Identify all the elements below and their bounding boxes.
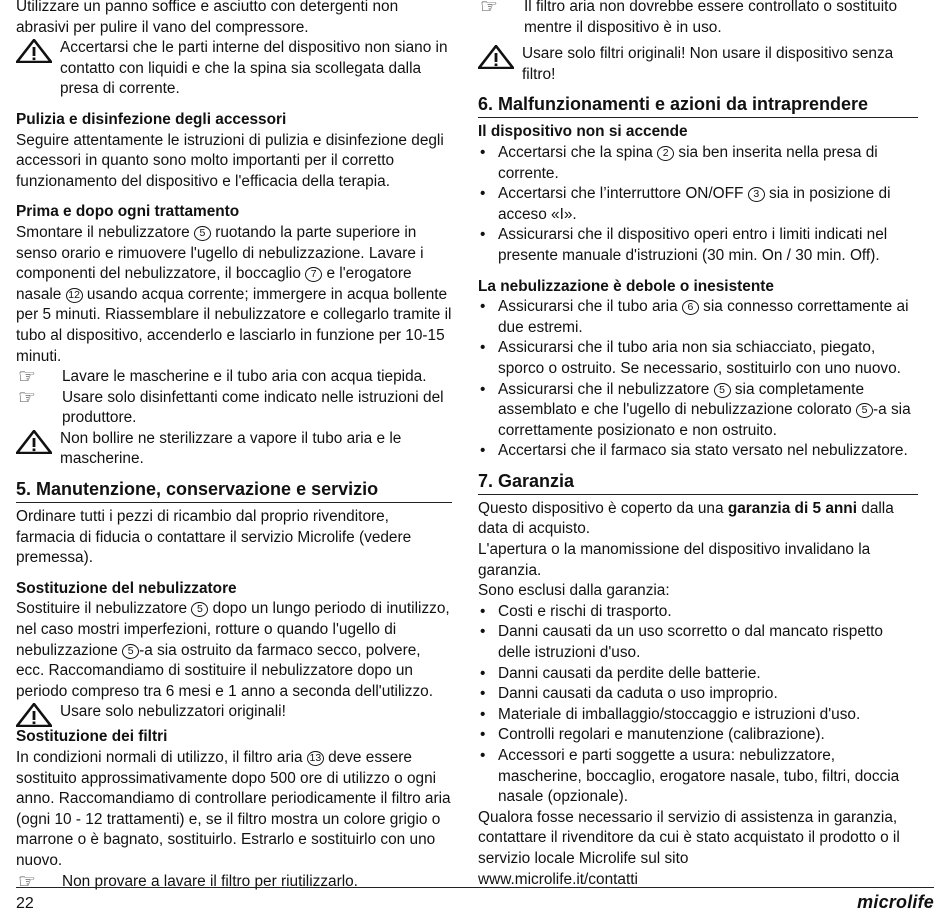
list-item: • Assicurarsi che il nebulizzatore 5 sia completamente assemblato e che l'ugello di nebulizzazione colorato 5 -a sia correttamente posizionato e non ostruito. bbox=[480, 380, 911, 439]
chapter-heading: 6. Malfunzionamenti e azioni da intraprendere bbox=[478, 93, 918, 118]
list-item: • Accertarsi che il farmaco sia stato versato nel nebulizzatore. bbox=[480, 442, 908, 460]
page-footer bbox=[16, 887, 934, 918]
hint-text: Lavare le mascherine e il tubo aria con acqua tiepida. bbox=[62, 368, 427, 386]
paragraph: Smontare il nebulizzatore 5 ruotando la parte superiore in senso orario e rimuovere l'ugello di nebulizzazione. Lavare i componenti del nebulizzatore, il boccaglio 7 e l'erogatore nasale 12 usando acqua corrente; immergere in acqua bollente per 5 minuti. Riassemblare il nebulizzatore e collegarlo tramite il tubo al dispositivo, accenderlo e lasciarlo in funzione per 10-15 minuti. bbox=[16, 223, 452, 365]
warning-text: Usare solo nebulizzatori originali! bbox=[60, 703, 286, 721]
left-column bbox=[16, 0, 452, 892]
pointing-hand-icon: ☞ bbox=[18, 366, 36, 389]
chapter-heading: 5. Manutenzione, conservazione e servizio bbox=[16, 478, 452, 503]
warning-note bbox=[16, 702, 452, 727]
part-number-badge: 13 bbox=[307, 751, 324, 766]
warning-note bbox=[16, 38, 452, 100]
part-number-badge: 12 bbox=[66, 288, 83, 303]
section-heading: Pulizia e disinfezione degli accessori bbox=[16, 110, 287, 128]
warning-note bbox=[478, 44, 918, 85]
paragraph: Qualora fosse necessario il servizio di assistenza in garanzia, contattare il rivenditore da cui è stato acquistato il prodotto o il servizio locale Microlife sul sito bbox=[478, 808, 900, 867]
list-item: • Materiale di imballaggio/stoccaggio e istruzioni d'uso. bbox=[480, 705, 861, 723]
right-column bbox=[478, 0, 918, 890]
list-item: • Accertarsi che l’interruttore ON/OFF 3 sia in posizione di acceso «I». bbox=[480, 185, 891, 223]
paragraph: L'apertura o la manomissione del dispositivo invalidano la garanzia. bbox=[478, 541, 871, 579]
page-number: 22 bbox=[16, 895, 34, 912]
section-heading: Il dispositivo non si accende bbox=[478, 123, 688, 141]
hint-text: Non provare a lavare il filtro per riutilizzarlo. bbox=[62, 872, 358, 890]
section-heading: La nebulizzazione è debole o inesistente bbox=[478, 277, 774, 295]
hint-note bbox=[478, 0, 918, 38]
list-item: • Assicurarsi che il tubo aria 6 sia connesso correttamente ai due estremi. bbox=[480, 298, 909, 336]
pointing-hand-icon: ☞ bbox=[18, 870, 36, 893]
warning-triangle-icon bbox=[478, 44, 522, 69]
warranty-exclusions-list bbox=[478, 602, 918, 808]
hint-note bbox=[16, 388, 452, 429]
warning-triangle-icon bbox=[16, 429, 60, 454]
website-link[interactable]: www.microlife.it/contatti bbox=[478, 870, 638, 888]
warning-text: Usare solo filtri originali! Non usare il dispositivo senza filtro! bbox=[522, 45, 894, 83]
list-item: • Danni causati da perdite delle batterie. bbox=[480, 664, 761, 682]
paragraph: Sono esclusi dalla garanzia: bbox=[478, 582, 670, 600]
list-item: • Accessori e parti soggette a usura: nebulizzatore, mascherine, boccaglio, erogatore nasale, tubo, filtri, doccia nasale (opzionale). bbox=[480, 747, 900, 806]
hint-text: Il filtro aria non dovrebbe essere controllato o sostituito mentre il dispositivo è in uso. bbox=[524, 0, 897, 36]
intro-text: Utilizzare un panno soffice e asciutto con detergenti non abrasivi per pulire il vano del compressore. bbox=[16, 0, 399, 36]
part-number-badge: 2 bbox=[657, 146, 674, 161]
bullet-list bbox=[478, 297, 918, 462]
section-heading: Sostituzione del nebulizzatore bbox=[16, 579, 237, 597]
warning-note bbox=[16, 429, 452, 470]
part-number-badge: 6 bbox=[682, 300, 699, 315]
part-number-badge: 5 bbox=[194, 226, 211, 241]
paragraph: Seguire attentamente le istruzioni di pulizia e disinfezione degli accessori in quanto sono molto importanti per il corretto funzionamento del dispositivo e l'efficacia della terapia. bbox=[16, 131, 444, 190]
chapter-heading: 7. Garanzia bbox=[478, 470, 918, 495]
paragraph: Sostituire il nebulizzatore 5 dopo un lungo periodo di inutilizzo, nel caso mostri imperfezioni, rotture o quando l'ugello di nebulizzazione 5 -a sia ostruito da farmaco secco, polvere, ecc. Raccomandiamo di sostituire il nebulizzatore dopo un periodo compreso tra 6 mesi e 1 anno a seconda dell'utilizzo. bbox=[16, 600, 450, 700]
paragraph: Questo dispositivo è coperto da una garanzia di 5 anni dalla data di acquisto. bbox=[478, 499, 894, 538]
section-heading: Sostituzione dei filtri bbox=[16, 728, 168, 746]
warning-triangle-icon bbox=[16, 702, 60, 727]
warning-text: Accertarsi che le parti interne del dispositivo non siano in contatto con liquidi e che la spina sia scollegata dalla presa di corrente. bbox=[60, 39, 448, 98]
section-heading: Prima e dopo ogni trattamento bbox=[16, 203, 240, 221]
warning-triangle-icon bbox=[16, 38, 60, 63]
hint-text: Usare solo disinfettanti come indicato nelle istruzioni del produttore. bbox=[62, 388, 444, 427]
list-item: • Danni causati da caduta o uso improprio. bbox=[480, 685, 778, 703]
part-number-badge: 3 bbox=[748, 187, 765, 202]
list-item: • Danni causati da un uso scorretto o dal mancato rispetto delle istruzioni d'uso. bbox=[480, 623, 883, 662]
list-item: • Assicurarsi che il dispositivo operi entro i limiti indicati nel presente manuale d'istruzioni (30 min. On / 30 min. Off). bbox=[480, 226, 888, 264]
hint-note bbox=[16, 367, 452, 388]
paragraph: In condizioni normali di utilizzo, il filtro aria 13 deve essere sostituito approssimativamente dopo 500 ore di utilizzo o ogni anno. Raccomandiamo di controllare periodicamente il filtro aria (ogni 10 - 12 trattamenti) e, se il filtro mostra un colore grigio o marrone o è bagnato, sostituirlo. Estrarlo e sostituirlo con uno nuovo. bbox=[16, 749, 451, 869]
list-item: • Assicurarsi che il tubo aria non sia schiacciato, piegato, sporco o ostruito. Se necessario, sostituirlo con uno nuovo. bbox=[480, 339, 901, 377]
part-number-badge: 7 bbox=[305, 267, 322, 282]
part-number-badge: 5 bbox=[714, 383, 731, 398]
bullet-list bbox=[478, 143, 918, 267]
brand-logo: microlife bbox=[857, 892, 934, 912]
part-number-badge: 5 bbox=[191, 602, 208, 617]
pointing-hand-icon: ☞ bbox=[480, 0, 498, 18]
paragraph: Ordinare tutti i pezzi di ricambio dal proprio rivenditore, farmacia di fiducia o contattare il servizio Microlife (vedere premessa). bbox=[16, 508, 412, 567]
list-item: • Controlli regolari e manutenzione (calibrazione). bbox=[480, 726, 825, 744]
pointing-hand-icon: ☞ bbox=[18, 386, 36, 409]
list-item: • Costi e rischi di trasporto. bbox=[480, 602, 672, 620]
warning-text: Non bollire ne sterilizzare a vapore il tubo aria e le mascherine. bbox=[60, 429, 402, 468]
list-item: • Accertarsi che la spina 2 sia ben inserita nella presa di corrente. bbox=[480, 143, 878, 182]
part-number-badge: 5 bbox=[122, 644, 139, 659]
part-number-badge: 5 bbox=[856, 403, 873, 418]
